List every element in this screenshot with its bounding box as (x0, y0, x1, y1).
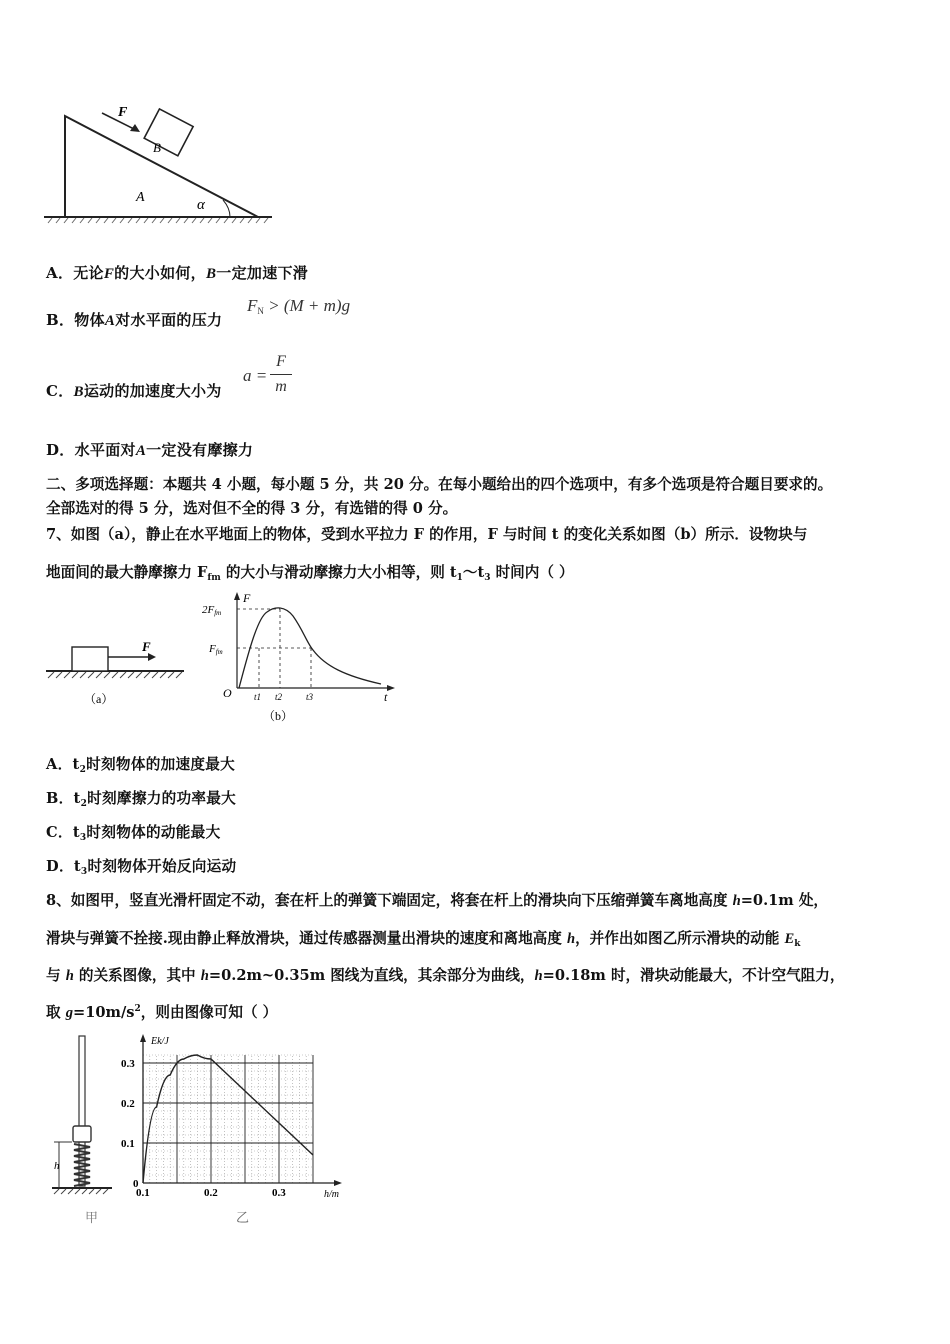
q8-stem-line3: 与 h 的关系图像，其中 h=0.2m~0.35m 图线为直线，其余部分为曲线，h=0.18m 时，滑块动能最大，不计空气阻力， (46, 967, 845, 984)
q6-option-c: C．B运动的加速度大小为 (46, 382, 222, 400)
q6-option-b-formula: $F_N > (M + m)g$ (247, 296, 351, 316)
q6-option-c-denominator: m (275, 378, 287, 395)
figure-a-caption: （a） (84, 692, 114, 706)
q8-chart (118, 1030, 358, 1230)
q6-option-a: A．无论F的大小如何，B一定加速下滑 (46, 264, 309, 282)
q7-option-a: A．$t_2$时刻物体的加速度最大 (46, 756, 236, 775)
x-tick-label: 0.3 (272, 1187, 286, 1199)
q6-option-c-lhs: a = (243, 366, 268, 385)
figure-jia-caption: 甲 (85, 1210, 99, 1225)
height-label: h (54, 1160, 60, 1172)
block-label: B (153, 140, 161, 155)
q6-option-d: D．水平面对A一定没有摩擦力 (46, 441, 254, 459)
block (72, 647, 108, 671)
y-tick-label: 0.3 (121, 1058, 135, 1070)
slider (73, 1126, 91, 1142)
q7-figure-b (195, 588, 405, 728)
figure-yi-caption: 乙 (236, 1210, 250, 1225)
y-tick-label: 0 (133, 1178, 139, 1190)
q7-stem-line2: 地面间的最大静摩擦力 $F_{fm}$ 的大小与滑动摩擦力大小相等，则 $t_1\sim t_3$ 时间内（ ） (46, 564, 574, 583)
svg-text:2Ffm: 2Ffm (202, 604, 222, 617)
q7-option-b: B．$t_2$时刻摩擦力的功率最大 (46, 790, 237, 809)
q8-stem-line1: 8、如图甲，竖直光滑杆固定不动，套在杆上的弹簧下端固定，将套在杆上的滑块向下压缩弹簧车离地高度 h=0.1m 处， (46, 892, 829, 909)
ground-hatch (48, 218, 268, 223)
force-label: F (118, 105, 128, 120)
svg-text:t3: t3 (306, 692, 314, 702)
section2-line2: 全部选对的得 5 分，选对但不全的得 3 分，有选错的得 0 分。 (46, 500, 458, 517)
figure-b-caption: （b） (263, 709, 294, 723)
svg-text:t1: t1 (254, 692, 262, 702)
svg-text:t: t (384, 690, 388, 704)
q8-stem-line4: 取 $g=10m/s^2$，则由图像可知（ ） (46, 1004, 278, 1021)
x-tick-label: 0.1 (136, 1187, 150, 1199)
q8-stem-line2: 滑块与弹簧不拴接.现由静止释放滑块，通过传感器测量出滑块的速度和离地高度 h，并作出如图乙所示滑块的动能 $E_k$ (46, 930, 801, 949)
q7-option-c: C．$t_3$时刻物体的动能最大 (46, 824, 221, 843)
q6-option-b: B．物体A对水平面的压力 (46, 311, 223, 329)
chart-x-label: h/m (324, 1189, 339, 1200)
incline-figure (40, 100, 280, 230)
section2-line1: 二、多项选择题：本题共 4 小题，每小题 5 分，共 20 分。在每小题给出的四个选项中，有多个选项是符合题目要求的。 (46, 476, 833, 493)
q7-option-d: D．$t_3$时刻物体开始反向运动 (46, 858, 237, 877)
chart-y-label: Ek/J (151, 1036, 169, 1047)
svg-text:O: O (223, 686, 232, 700)
x-tick-label: 0.2 (204, 1187, 218, 1199)
svg-text:Ffm: Ffm (209, 643, 223, 656)
q7-stem-line1: 7、如图（a），静止在水平地面上的物体，受到水平拉力 F 的作用，F 与时间 t 的变化关系如图（b）所示．设物块与 (46, 526, 808, 543)
q6-option-c-numerator: F (276, 353, 286, 370)
y-tick-label: 0.2 (121, 1098, 135, 1110)
wedge-label: A (136, 190, 145, 205)
y-tick-label: 0.1 (121, 1138, 135, 1150)
fraction-bar (270, 374, 292, 375)
q8-figure-jia (48, 1030, 118, 1230)
block-b (144, 109, 193, 156)
angle-label: α (197, 197, 205, 213)
pull-force-label: F (142, 639, 151, 654)
q7-figure-a (44, 635, 194, 715)
svg-text:t2: t2 (275, 692, 283, 702)
svg-text:F: F (243, 591, 251, 605)
